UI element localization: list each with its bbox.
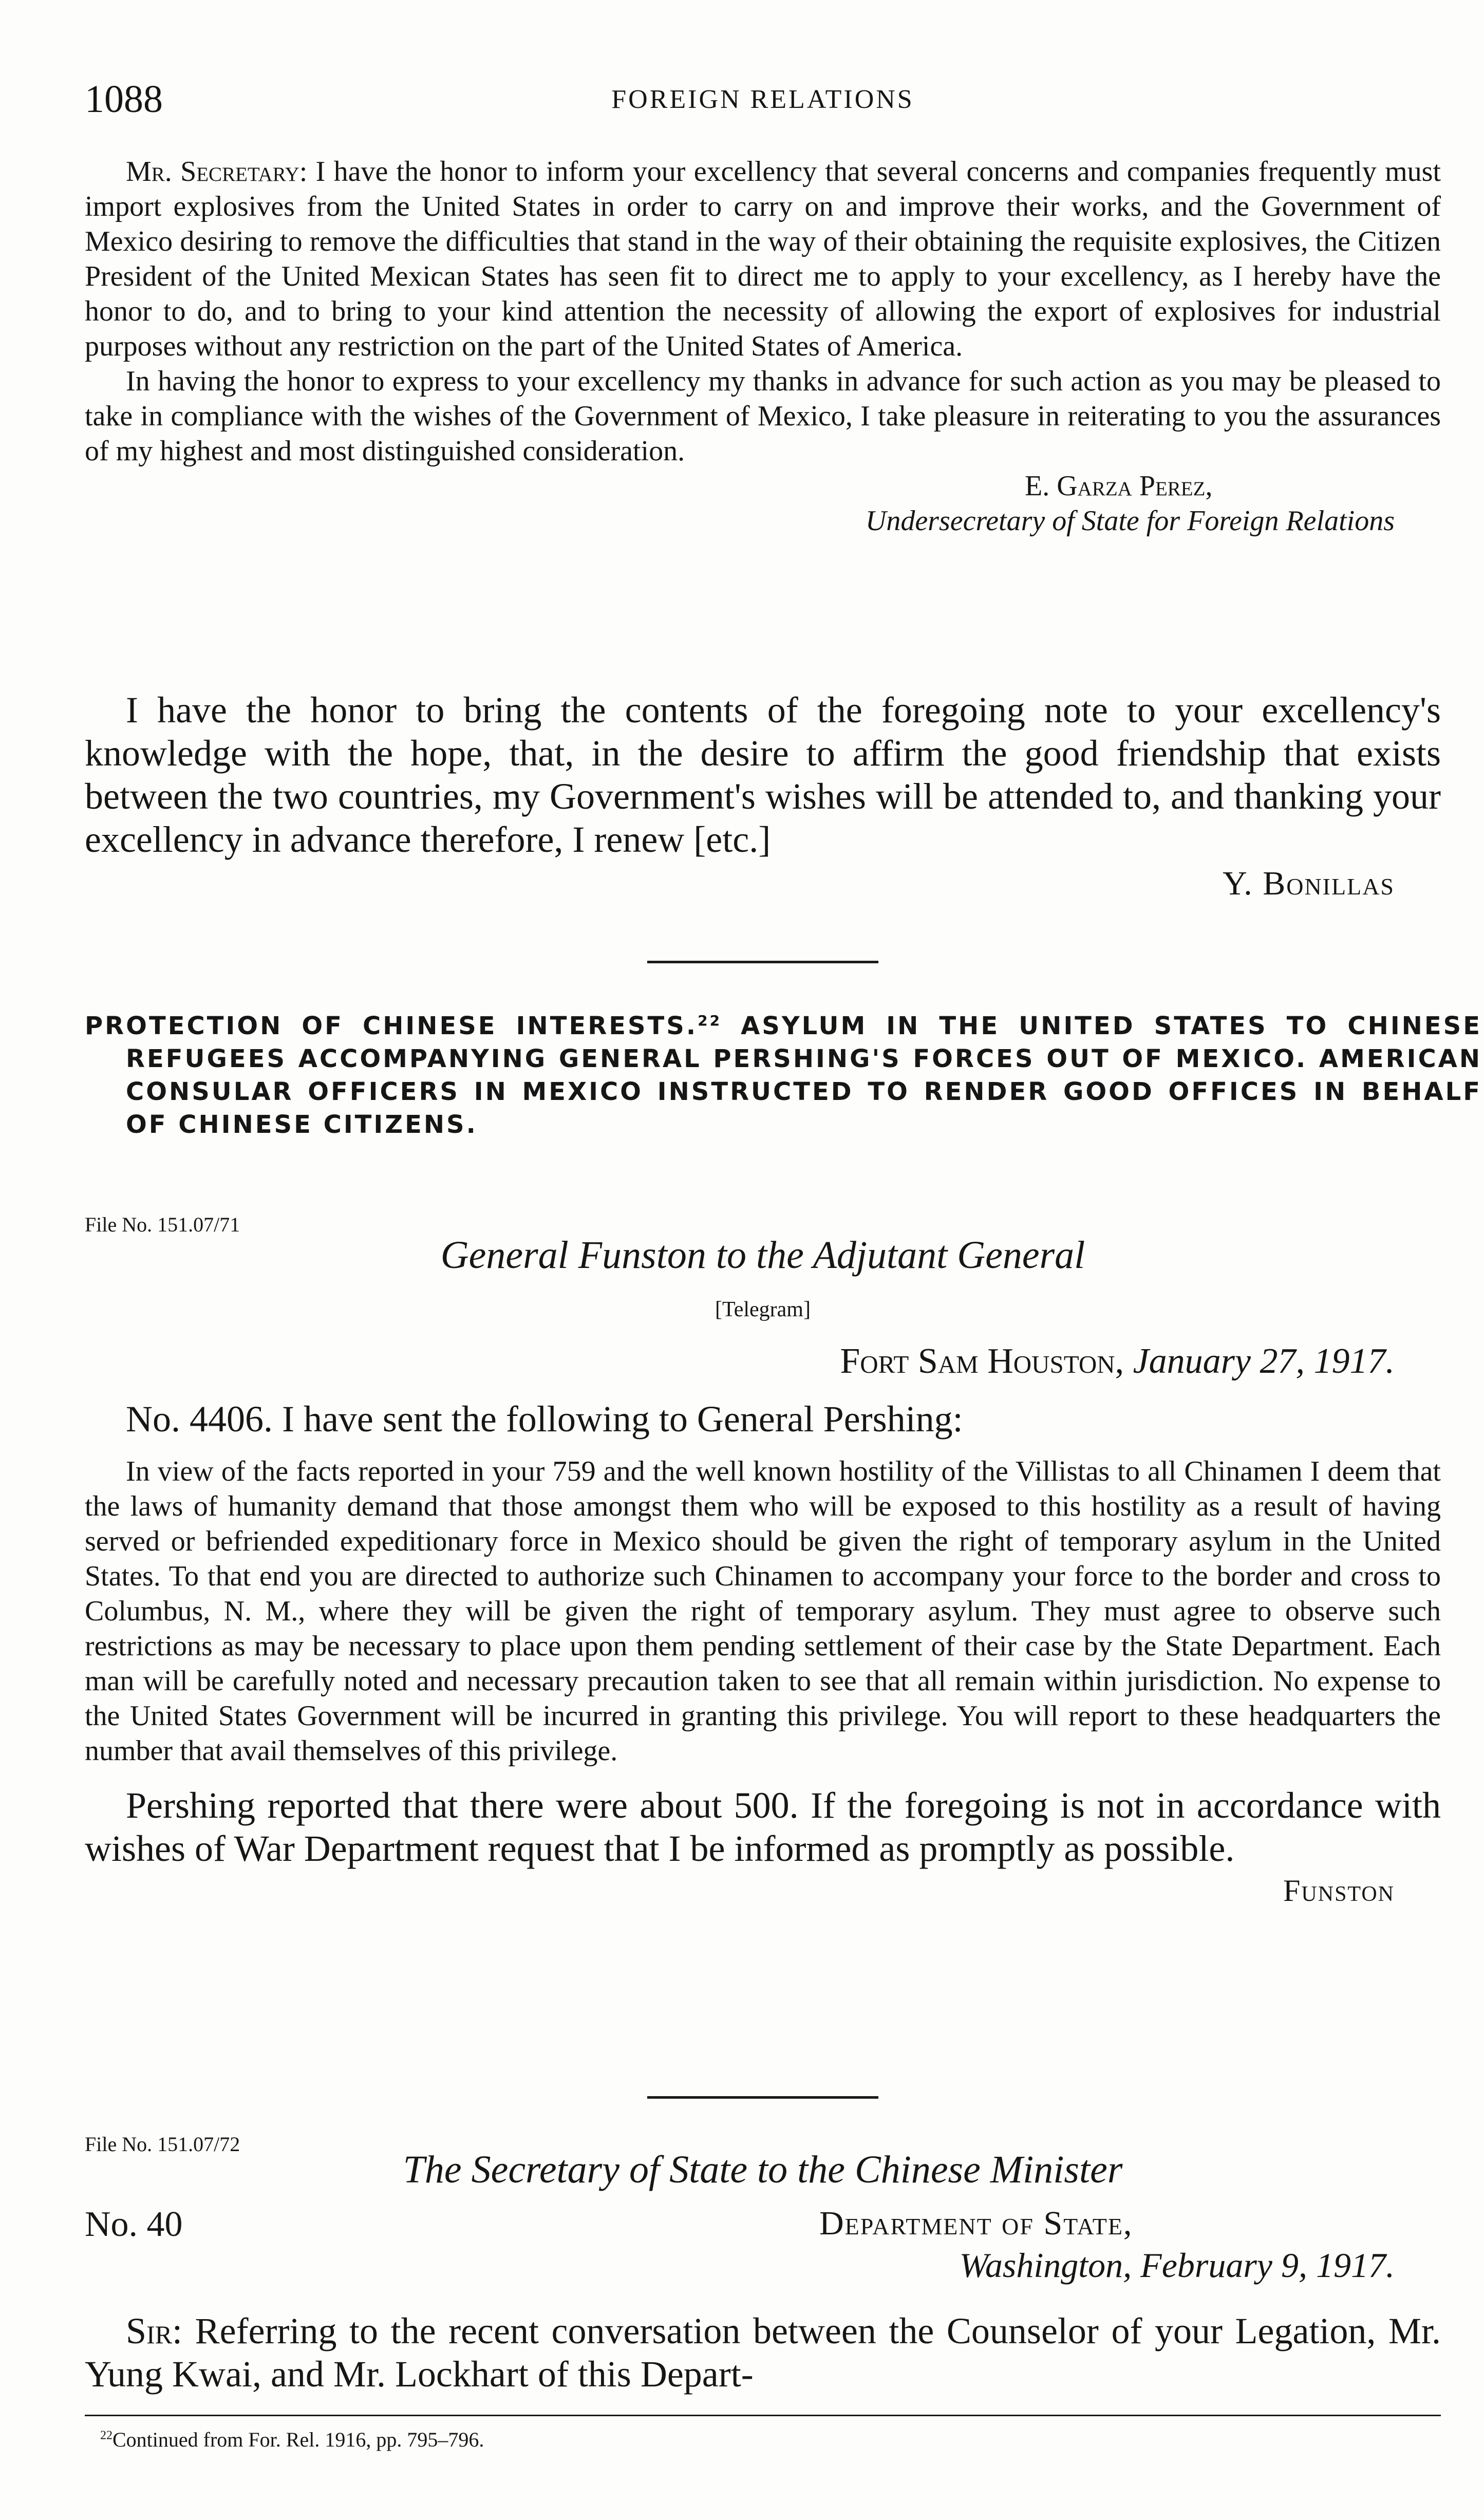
dateline-1: Fort Sam Houston, January 27, 1917. — [840, 1341, 1395, 1381]
footnote-rule — [85, 2415, 1441, 2416]
running-head: FOREIGN RELATIONS — [611, 85, 914, 114]
dateline-2: Washington, February 9, 1917. — [959, 2246, 1395, 2285]
funston-signer: Funston — [1283, 1874, 1395, 1908]
file-number-1: File No. 151.07/71 — [85, 1213, 240, 1236]
document-title-2: The Secretary of State to the Chinese Minister — [403, 2148, 1123, 2191]
department-heading: Department of State, — [819, 2205, 1133, 2242]
letter-salutation: Sir: — [126, 2310, 183, 2351]
secretary-paragraph: Sir: Referring to the recent conversation between the Counselor of your Legation, Mr. Yung Kwai, and Mr. Lockhart of this Depart- — [85, 2310, 1441, 2395]
telegram-quote: In view of the facts reported in your 759 and the well known hostility of the Villistas to all Chinamen I deem that the laws of humanity demand that those amongst them who will be exposed to this hostility as a result of having served or befriended expeditionary force in Mexico should be given the right of temporary asylum in the United States. To that end you are directed to authorize such Chinamen to accompany your force to the border and cross to Columbus, N. M., where they will be given the right of temporary asylum. They must agree to observe such restrictions as may be necessary to place upon them pending settlement of their case by the State Department. Each man will be carefully noted and necessary precaution taken to see that all remain within jurisdiction. No expense to the United States Government will be incurred in granting this privilege. You will report to these headquarters the number that avail themselves of this privilege. — [85, 1455, 1441, 1767]
section-divider — [647, 961, 878, 963]
note-paragraph-1: Mr. Secretary: I have the honor to inform your excellency that several concerns and companies frequently must import explosives from the United States in order to carry on and improve their works, and the Government of Mexico desiring to remove the difficulties that stand in the way of their obtaining the requisite explosives, the Citizen President of the United Mexican States has seen fit to direct me to apply to your excellency, as I hereby have the honor to do, and to bring to your kind attention the necessity of allowing the export of explosives for industrial purposes without any restriction on the part of the United States of America. — [85, 156, 1441, 362]
telegram-closing: Pershing reported that there were about 500. If the foregoing is not in accordance with wishes of War Department request that I be informed as promptly as possible. — [85, 1785, 1441, 1869]
note-signer: E. Garza Perez, — [1025, 470, 1213, 502]
telegram-intro: No. 4406. I have sent the following to General Pershing: — [126, 1398, 963, 1440]
bonillas-letter — [85, 688, 1441, 904]
page-header — [85, 77, 1441, 128]
page-number: 1088 — [85, 78, 163, 121]
file-number-2: File No. 151.07/72 — [85, 2133, 240, 2156]
note-signer-title: Undersecretary of State for Foreign Relations — [865, 505, 1395, 537]
bonillas-signer: Y. Bonillas — [1223, 865, 1395, 902]
document-title-1: General Funston to the Adjutant General — [440, 1234, 1085, 1277]
secretary-letter — [85, 2309, 1441, 2396]
funston-telegram — [85, 1397, 1441, 1911]
footnote-marker: 22 — [698, 1012, 722, 1029]
mexican-note — [85, 154, 1441, 538]
footnote: $^{22}$Continued from For. Rel. 1916, pp. 795–796. — [100, 2428, 484, 2451]
document-type: [Telegram] — [715, 1298, 811, 1321]
document-divider — [647, 2096, 878, 2099]
note-paragraph-2: In having the honor to express to your excellency my thanks in advance for such action as you may be pleased to take in compliance with the wishes of the Government of Mexico, I take pleasure in reiterating to you the assurances of my highest and most distinguished consideration. — [85, 365, 1441, 467]
note-salutation: Mr. Secretary: — [126, 156, 308, 188]
document-number: No. 40 — [85, 2205, 183, 2244]
bonillas-paragraph: I have the honor to bring the contents of the foregoing note to your excellency's knowledge with the hope, that, in the desire to affirm the good friendship that exists between the two countries, my Government's wishes will be attended to, and thanking your excellency in advance therefore, I renew [etc.] — [85, 689, 1441, 860]
section-heading: PROTECTION OF CHINESE INTERESTS.$^{22}$ ASYLUM IN THE UNITED STATES TO CHINESE REFUGEES ACCOMPANYING GENERAL PERSHING'S FORCES OUT OF MEXICO. AMERICAN CONSULAR OFFICERS IN MEXICO INSTRUCTED TO RENDER GOOD OFFICES IN BEHALF OF CHINESE CITIZENS. — [85, 1012, 1482, 1139]
